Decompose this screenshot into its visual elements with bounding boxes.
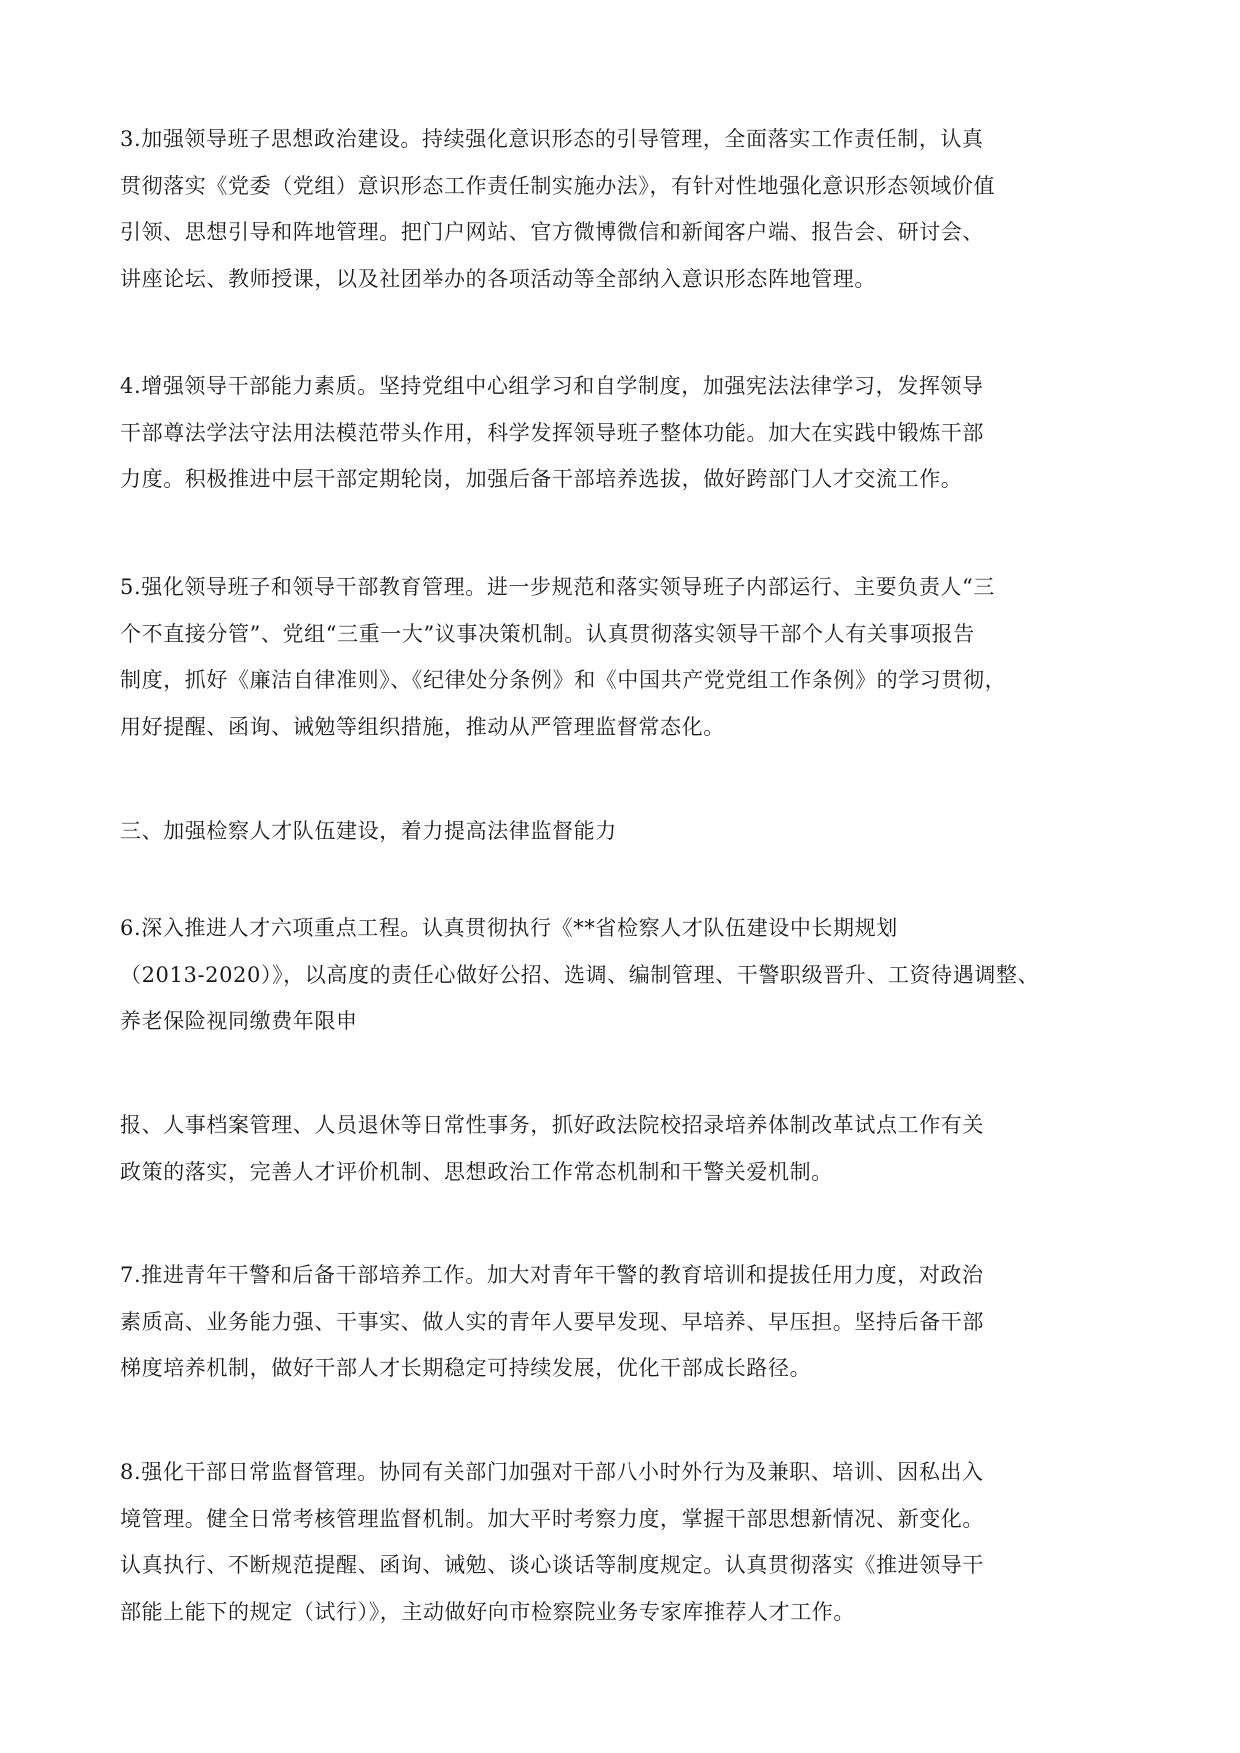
text-line: 个不直接分管”、党组“三重一大”议事决策机制。认真贯彻落实领导干部个人有关事项报告 <box>120 621 975 646</box>
paragraph-item-5 <box>120 564 1120 750</box>
text-line: （2013-2020）》，以高度的责任心做好公招、选调、编制管理、干警职级晋升、工资待遇调整、 <box>120 962 1040 987</box>
text-line: 讲座论坛、教师授课，以及社团举办的各项活动等全部纳入意识形态阵地管理。 <box>120 266 876 291</box>
paragraph-item-3 <box>120 116 1120 302</box>
text-line: 8.强化干部日常监督管理。协同有关部门加强对干部八小时外行为及兼职、培训、因私出入 <box>120 1460 984 1484</box>
text-line: 素质高、业务能力强、干事实、做人实的青年人要早发现、早培养、早压担。坚持后备干部 <box>120 1309 984 1334</box>
text-line: 干部尊法学法守法用法模范带头作用，科学发挥领导班子整体功能。加大在实践中锻炼干部 <box>120 420 984 445</box>
paragraph-item-7 <box>120 1252 1120 1392</box>
section-heading <box>120 808 1120 855</box>
text-line: 部能上能下的规定（试行）》，主动做好向市检察院业务专家库推荐人才工作。 <box>120 1599 855 1624</box>
text-line: 用好提醒、函询、诫勉等组织措施，推动从严管理监督常态化。 <box>120 714 725 739</box>
text-line: 5.强化领导班子和领导干部教育管理。进一步规范和落实领导班子内部运行、主要负责人“三 <box>120 575 995 599</box>
paragraph-item-8 <box>120 1449 1120 1635</box>
text-line: 梯度培养机制，做好干部人才长期稳定可持续发展，优化干部成长路径。 <box>120 1356 812 1380</box>
text-line: 6.深入推进人才六项重点工程。认真贯彻执行《**省检察人才队伍建设中长期规划 <box>120 916 898 940</box>
text-line: 力度。积极推进中层干部定期轮岗，加强后备干部培养选拔，做好跨部门人才交流工作。 <box>120 467 963 491</box>
text-line: 养老保险视同缴费年限申 <box>120 1009 358 1033</box>
paragraph-item-6-continued <box>120 1102 1120 1195</box>
text-line: 7.推进青年干警和后备干部培养工作。加大对青年干警的教育培训和提拔任用力度，对政治 <box>120 1263 984 1287</box>
paragraph-item-4 <box>120 363 1120 503</box>
text-line: 认真执行、不断规范提醒、函询、诫勉、谈心谈话等制度规定。认真贯彻落实《推进领导干 <box>120 1553 984 1577</box>
paragraph-item-6 <box>120 905 1120 1045</box>
text-line: 贯彻落实《党委（党组）意识形态工作责任制实施办法》，有针对性地强化意识形态领域价值 <box>120 173 996 198</box>
text-line: 政策的落实，完善人才评价机制、思想政治工作常态机制和干警关爱机制。 <box>120 1159 833 1184</box>
text-line: 3.加强领导班子思想政治建设。持续强化意识形态的引导管理，全面落实工作责任制，认真 <box>120 127 984 151</box>
text-line: 引领、思想引导和阵地管理。把门户网站、官方微博微信和新闻客户端、报告会、研讨会、 <box>120 220 984 244</box>
text-line: 4.增强领导干部能力素质。坚持党组中心组学习和自学制度，加强宪法法律学习，发挥领导 <box>120 374 984 398</box>
text-line: 境管理。健全日常考核管理监督机制。加大平时考察力度，掌握干部思想新情况、新变化。 <box>120 1506 984 1531</box>
text-line: 制度，抓好《廉洁自律准则》、《纪律处分条例》和《中国共产党党组工作条例》的学习贯彻， <box>120 668 1007 692</box>
text-line: 报、人事档案管理、人员退休等日常性事务，抓好政法院校招录培养体制改革试点工作有关 <box>120 1113 984 1137</box>
heading-line: 三、加强检察人才队伍建设，着力提高法律监督能力 <box>120 819 617 843</box>
